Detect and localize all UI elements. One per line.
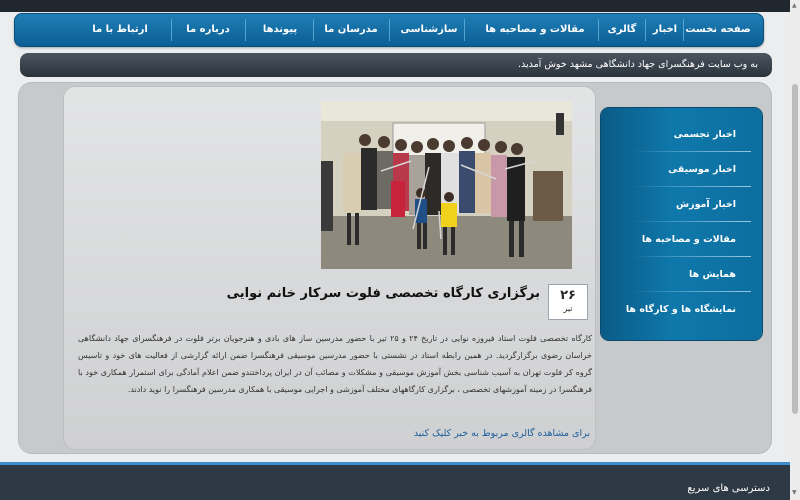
nav-separator [598, 19, 599, 41]
sidebar-item-visual-news[interactable]: اخبار تجسمی [673, 129, 736, 140]
main-navigation [14, 13, 764, 47]
article-date-day: ۲۶ [560, 288, 576, 303]
scroll-up-icon[interactable]: ▲ [792, 2, 797, 9]
top-bar [0, 0, 790, 12]
nav-item-about[interactable]: درباره ما [186, 24, 230, 35]
article-photo[interactable] [321, 101, 572, 269]
sidebar-item-education-news[interactable]: اخبار آموزش [676, 199, 736, 210]
nav-separator [245, 19, 246, 41]
sidebar-divider [631, 151, 751, 152]
nav-item-news[interactable]: اخبار [652, 24, 678, 35]
sidebar-item-music-news[interactable]: اخبار موسیقی [668, 164, 736, 175]
article-body: کارگاه تخصصی فلوت استاد فیروزه نوایی در تاریخ ۲۴ و ۲۵ تیر با حضور مدرسین ساز های بادی و هنرجویان برتر فلوت در فرهنگسرای جهاد دانشگاهی خراسان رضوی برگزارگردید. در همین رابطه استاد در نشستی با حضور مدرسین موسیقی فرهنگسرا ضمن ارائه گزارشی از فعالیت های خود و تاسیس گروه کر فلوت تهران به آسیب شناسی بخش آموزش موسیقی و مشکلات و مصائب آن در ایران پرداختندو ضمن اعلام آمادگی برای استمرار همکاری خود با فرهنگسرا در زمینه آموزشهای تخصصی ، برگزاری کارگاههای مختلف آموزشی و اجرایی موسیقی با همکاری مدرسین فرهنگسرا را نوید دادند. [78, 334, 592, 394]
nav-item-links[interactable]: پیوندها [262, 24, 298, 35]
vertical-scrollbar[interactable] [790, 0, 800, 500]
sidebar-item-conferences[interactable]: همایش ها [689, 269, 736, 280]
scroll-down-icon[interactable]: ▼ [792, 489, 797, 496]
scrollbar-thumb[interactable] [792, 84, 798, 414]
sidebar-item-exhibitions[interactable]: نمایشگاه ها و کارگاه ها [625, 304, 736, 315]
footer [0, 462, 790, 500]
article-date-badge [548, 284, 588, 320]
sidebar-divider [631, 221, 751, 222]
sidebar-divider [631, 291, 751, 292]
nav-separator [171, 19, 172, 41]
article-date-month: تیر [563, 304, 573, 313]
nav-separator [464, 19, 465, 41]
nav-item-articles[interactable]: مقالات و مصاحبه ها [485, 24, 585, 35]
nav-separator [645, 19, 646, 41]
nav-item-instruments[interactable]: سازشناسی [400, 24, 458, 35]
nav-item-teachers[interactable]: مدرسان ما [324, 24, 378, 35]
sidebar-divider [631, 256, 751, 257]
gallery-link[interactable]: برای مشاهده گالری مربوط به خبر کلیک کنید [413, 428, 590, 439]
nav-separator [683, 19, 684, 41]
welcome-bar: به وب سایت فرهنگسرای جهاد دانشگاهی مشهد خوش آمدید. [20, 53, 772, 77]
nav-item-contact[interactable]: ارتباط با ما [92, 24, 148, 35]
article-title[interactable]: برگزاری کارگاه تخصصی فلوت سرکار خانم نوایی [226, 286, 540, 301]
nav-separator [389, 19, 390, 41]
sidebar-item-articles[interactable]: مقالات و مصاحبه ها [641, 234, 736, 245]
nav-item-home[interactable]: صفحه نخست [685, 24, 751, 35]
footer-quick-access-title: دسترسی های سریع [687, 483, 770, 494]
sidebar-divider [631, 186, 751, 187]
nav-separator [313, 19, 314, 41]
nav-item-gallery[interactable]: گالری [607, 24, 637, 35]
sidebar-menu [601, 108, 762, 340]
